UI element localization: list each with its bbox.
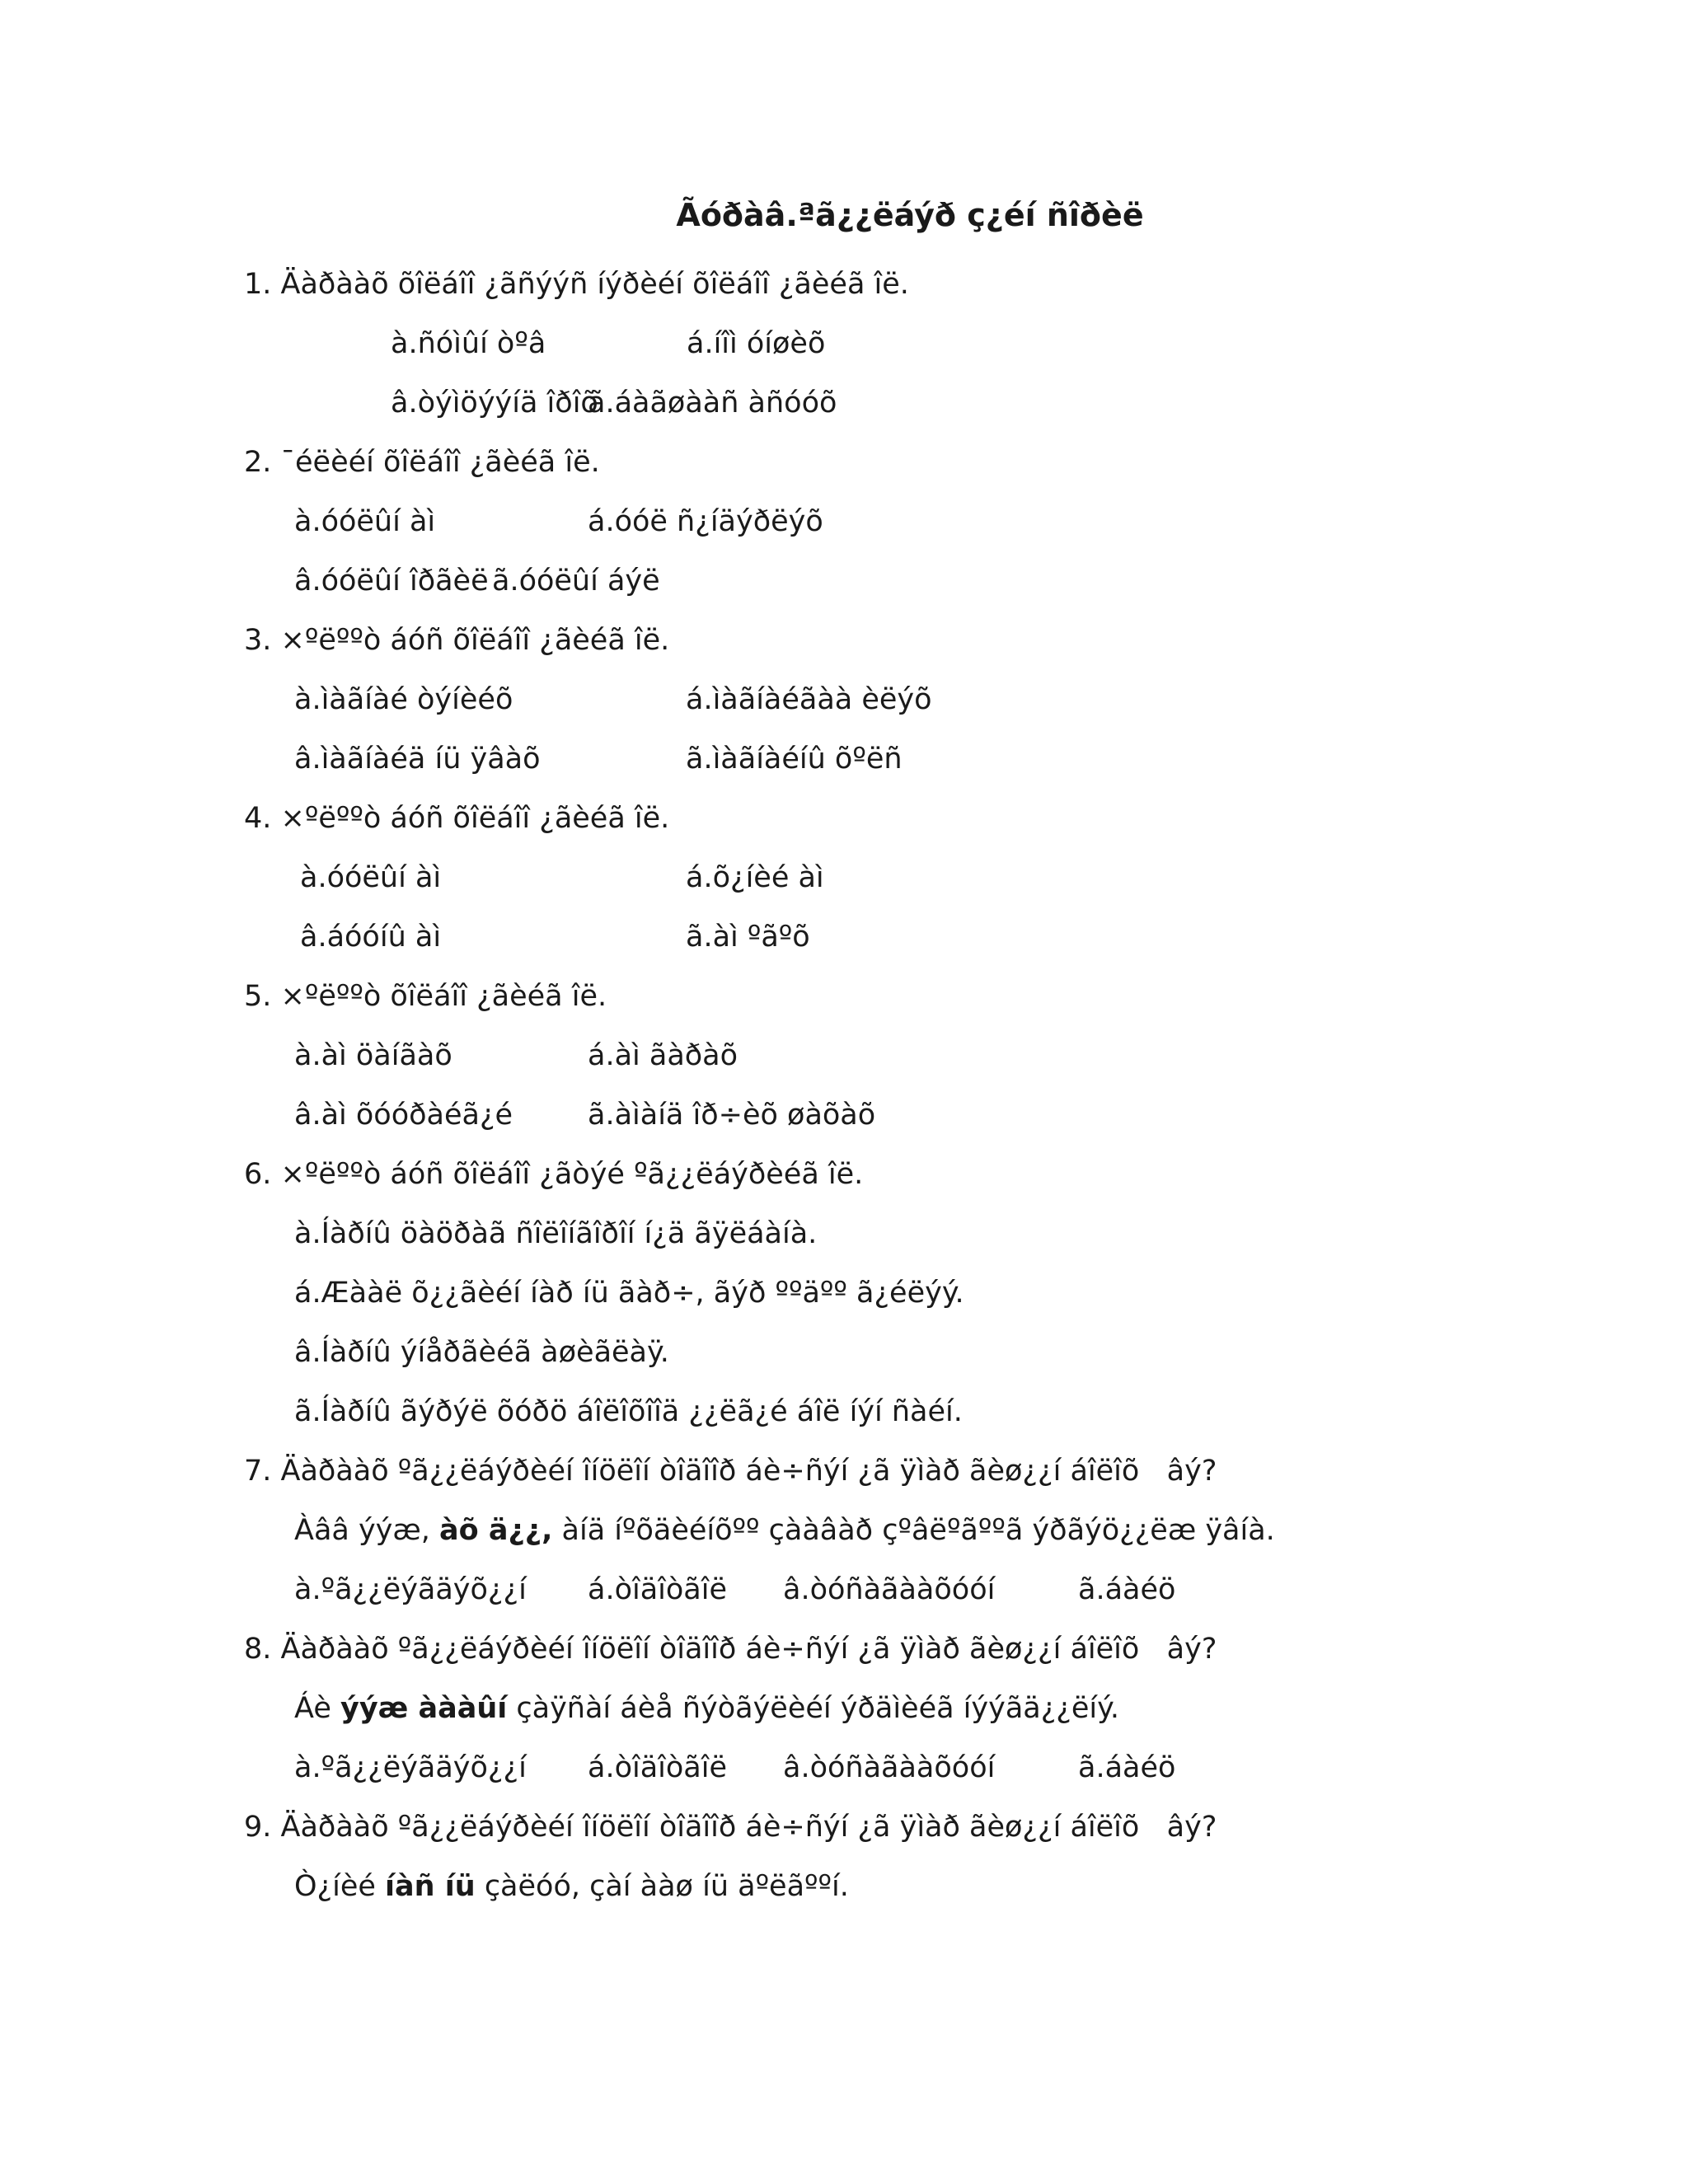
q7-sentence-post: àíä íºõäèéíõºº çààâàð çºâëºãººã ýðãýö¿¿ëæ ÿâíà.: [552, 1514, 1275, 1547]
q6-option-d: ã.Íàðíû ãýðýë õóðö áîëîõîîä ¿¿ëã¿é áîë íýí ñàéí.: [294, 1395, 963, 1428]
q3-option-d: ã.ìàãíàéíû õºëñ: [686, 743, 903, 776]
question-4: 4. ×ºëººò áóñ õîëáîî ¿ãèéã îë.: [244, 802, 670, 835]
q5-option-c: â.àì õóóðàéã¿é: [294, 1099, 513, 1132]
q5-option-a: à.àì öàíãàõ: [294, 1039, 452, 1072]
q8-sentence-highlight: ýýæ àààûí: [340, 1692, 508, 1725]
q2-option-b: á.óóë ñ¿íäýðëýõ: [588, 505, 823, 538]
q9-sentence-pre: Ò¿íèé: [294, 1870, 386, 1903]
question-1: 1. Äàðààõ õîëáîî ¿ãñýýñ íýðèéí õîëáîî ¿ãèéã îë.: [244, 268, 909, 301]
q5-option-d: ã.àìàíä îð÷èõ øàõàõ: [588, 1099, 876, 1132]
q1-option-c: â.òýìöýýíä îðîõ: [391, 387, 598, 419]
page-title: Ãóðàâ.ªã¿¿ëáýð ç¿éí ñîðèë: [676, 197, 1144, 233]
question-7: 7. Äàðààõ ºã¿¿ëáýðèéí îíöëîí òîäîîð áè÷ñýí ¿ã ÿìàð ãèø¿¿í áîëîõ âý?: [244, 1455, 1217, 1488]
q3-option-c: â.ìàãíàéä íü ÿâàõ: [294, 743, 541, 776]
q7-sentence-pre: Àââ ýýæ,: [294, 1514, 440, 1547]
q4-option-c: â.áóóíû àì: [300, 921, 442, 954]
q3-option-a: à.ìàãíàé òýíèéõ: [294, 683, 513, 716]
q6-option-b: á.Æààë õ¿¿ãèéí íàð íü ãàð÷, ãýð ººäºº ã¿éëýý.: [294, 1277, 964, 1310]
q4-option-d: ã.àì ºãºõ: [686, 921, 810, 954]
q7-sentence: [294, 1511, 1275, 1549]
q8-sentence: [294, 1690, 1119, 1727]
q1-option-a: à.ñóìûí òºâ: [391, 327, 546, 360]
q9-sentence-highlight: íàñ íü: [385, 1870, 476, 1903]
question-2: 2. ¯éëèéí õîëáîî ¿ãèéã îë.: [244, 446, 600, 479]
q8-option-a: à.ºã¿¿ëýãäýõ¿¿í: [294, 1751, 527, 1784]
q4-option-b: á.õ¿íèé àì: [686, 861, 824, 894]
q7-option-c: â.òóñàãààõóóí: [783, 1573, 996, 1606]
q8-sentence-post: çàÿñàí áèå ñýòãýëèéí ýðäìèéã íýýãä¿¿ëíý.: [507, 1692, 1119, 1725]
q7-option-b: á.òîäîòãîë: [588, 1573, 728, 1606]
q3-option-b: á.ìàãíàéãàà èëýõ: [686, 683, 932, 716]
q8-option-c: â.òóñàãààõóóí: [783, 1751, 996, 1784]
question-5: 5. ×ºëººò õîëáîî ¿ãèéã îë.: [244, 980, 607, 1013]
q7-sentence-highlight: àõ ä¿¿,: [439, 1514, 553, 1547]
q9-sentence: [294, 1868, 849, 1905]
q5-option-b: á.àì ãàðàõ: [588, 1039, 738, 1072]
q2-option-a: à.óóëûí àì: [294, 505, 436, 538]
q6-option-a: à.Íàðíû öàöðàã ñîëîíãîðîí í¿ä ãÿëáàíà.: [294, 1217, 818, 1250]
q7-option-d: ã.áàéö: [1078, 1573, 1176, 1606]
q7-option-a: à.ºã¿¿ëýãäýõ¿¿í: [294, 1573, 527, 1606]
q4-option-a: à.óóëûí àì: [300, 861, 442, 894]
q8-option-b: á.òîäîòãîë: [588, 1751, 728, 1784]
q8-option-d: ã.áàéö: [1078, 1751, 1176, 1784]
q1-option-d: ã.áàãøààñ àñóóõ: [588, 387, 837, 419]
q1-option-b: á.íîì óíøèõ: [687, 327, 826, 360]
q9-sentence-post: çàëóó, çàí ààø íü äºëãººí.: [475, 1870, 849, 1903]
question-8: 8. Äàðààõ ºã¿¿ëáýðèéí îíöëîí òîäîîð áè÷ñýí ¿ã ÿìàð ãèø¿¿í áîëîõ âý?: [244, 1633, 1217, 1666]
question-3: 3. ×ºëººò áóñ õîëáîî ¿ãèéã îë.: [244, 624, 670, 657]
question-6: 6. ×ºëººò áóñ õîëáîî ¿ãòýé ºã¿¿ëáýðèéã îë.: [244, 1158, 864, 1191]
q6-option-c: â.Íàðíû ýíåðãèéã àøèãëàÿ.: [294, 1336, 669, 1369]
q2-option-c: â.óóëûí îðãèë: [294, 565, 489, 598]
q2-option-d: ã.óóëûí áýë: [492, 565, 660, 598]
question-9: 9. Äàðààõ ºã¿¿ëáýðèéí îíöëîí òîäîîð áè÷ñýí ¿ã ÿìàð ãèø¿¿í áîëîõ âý?: [244, 1811, 1217, 1844]
q8-sentence-pre: Áè: [294, 1692, 340, 1725]
